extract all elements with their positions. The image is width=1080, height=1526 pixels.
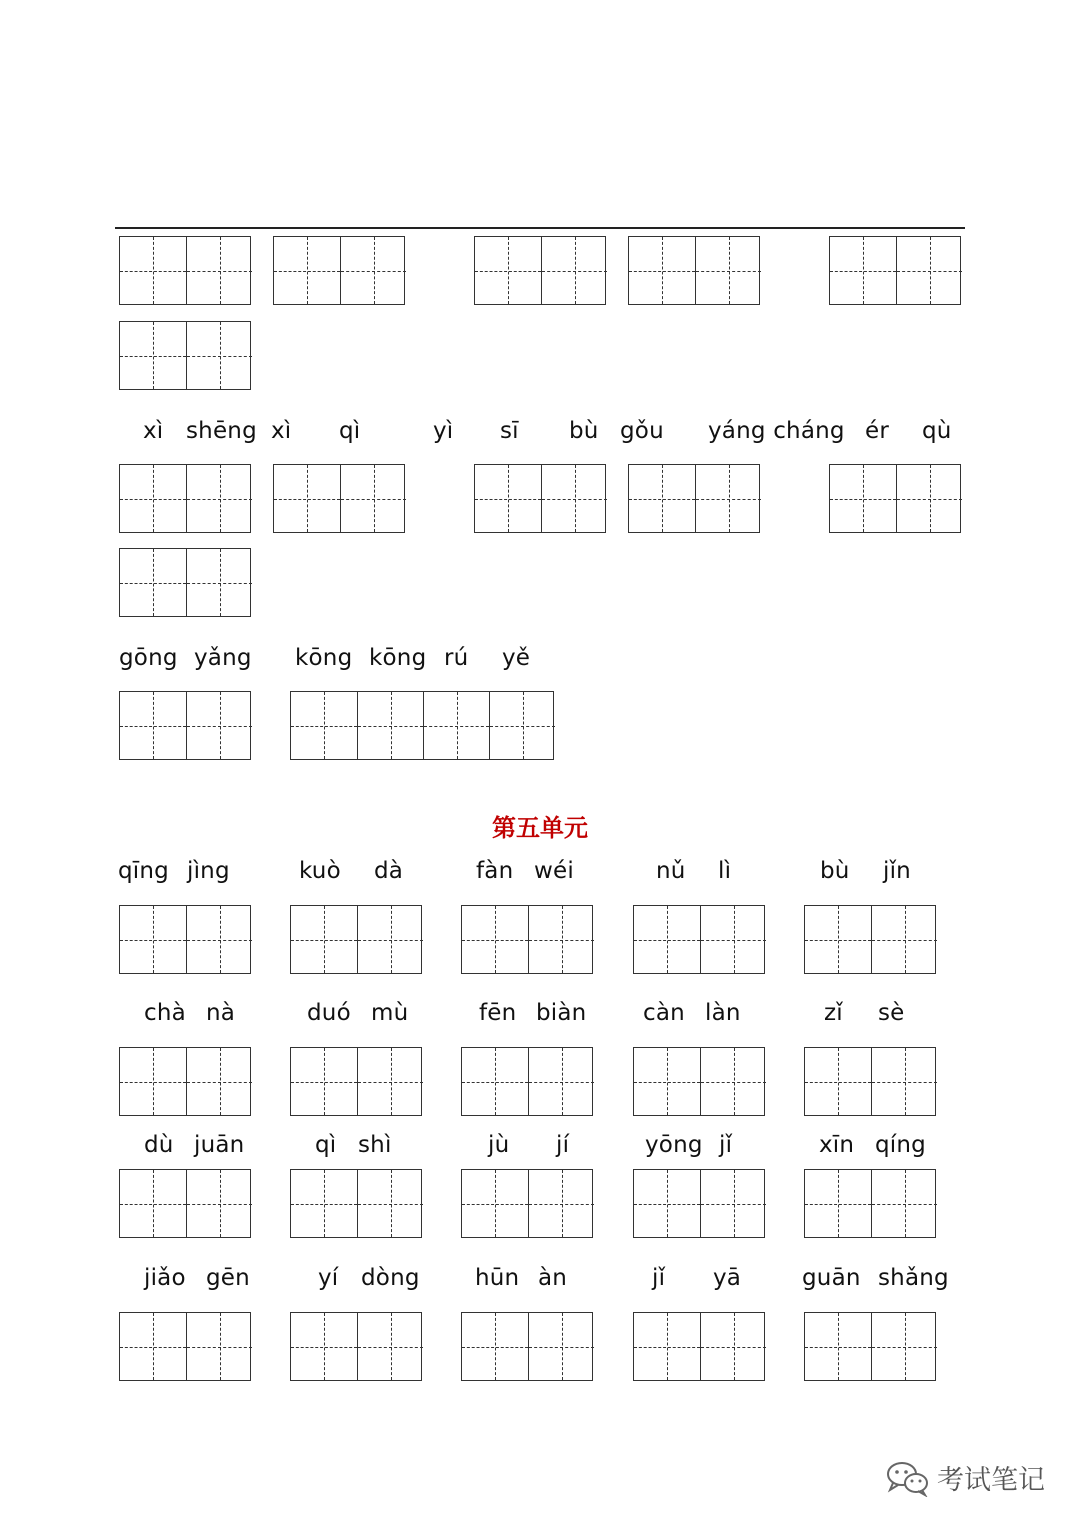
pinyin-label: jǐ	[652, 1265, 666, 1291]
writing-grid-box	[628, 236, 760, 305]
pinyin-label: shì	[358, 1132, 392, 1158]
pinyin-label: jù	[488, 1132, 510, 1158]
pinyin-label: yì	[433, 418, 454, 444]
pinyin-label: qì	[339, 418, 361, 444]
grid-cell	[541, 237, 607, 304]
grid-cell	[489, 692, 555, 759]
writing-grid-box	[290, 1047, 422, 1116]
pinyin-label: làn	[705, 1000, 741, 1026]
grid-cell	[291, 1313, 357, 1380]
writing-grid-box	[119, 691, 251, 760]
top-rule	[115, 227, 965, 229]
grid-cell	[805, 1170, 871, 1237]
watermark-text: 考试笔记	[937, 1465, 1045, 1496]
grid-cell	[629, 465, 695, 532]
pinyin-label: hūn	[475, 1265, 520, 1291]
pinyin-label: jí	[556, 1132, 570, 1158]
grid-cell	[423, 692, 489, 759]
grid-cell	[120, 322, 186, 389]
pinyin-label: qù	[922, 418, 952, 444]
writing-grid-box	[461, 1312, 593, 1381]
writing-grid-box	[461, 1047, 593, 1116]
pinyin-label: jǐ	[719, 1132, 733, 1158]
writing-grid-box	[633, 905, 765, 974]
pinyin-label: sī	[500, 418, 519, 444]
watermark	[885, 1458, 1045, 1497]
pinyin-label: fēn	[479, 1000, 517, 1026]
grid-cell	[357, 1170, 423, 1237]
grid-cell	[120, 1170, 186, 1237]
pinyin-label: jìng	[187, 858, 230, 884]
writing-grid-box	[290, 1169, 422, 1238]
wechat-icon	[885, 1459, 931, 1497]
pinyin-label: lì	[718, 858, 732, 884]
grid-cell	[186, 1170, 252, 1237]
grid-cell	[340, 237, 406, 304]
pinyin-label: càn	[643, 1000, 685, 1026]
grid-cell	[805, 906, 871, 973]
writing-grid-box	[119, 1312, 251, 1381]
pinyin-label: nǔ	[656, 858, 686, 884]
pinyin-label: biàn	[536, 1000, 587, 1026]
grid-cell	[462, 1170, 528, 1237]
grid-cell	[528, 1048, 594, 1115]
grid-cell	[274, 237, 340, 304]
pinyin-label: gēn	[206, 1265, 250, 1291]
pinyin-label: bù	[820, 858, 850, 884]
grid-cell	[120, 465, 186, 532]
pinyin-label: rú	[444, 645, 469, 671]
writing-grid-box	[474, 464, 606, 533]
writing-grid-box	[119, 236, 251, 305]
pinyin-label: yōng	[645, 1132, 703, 1158]
pinyin-label: juān	[194, 1132, 245, 1158]
pinyin-label: jiǎo	[144, 1265, 186, 1291]
writing-grid-box	[119, 1169, 251, 1238]
pinyin-label: zǐ	[824, 1000, 843, 1026]
pinyin-label: xì	[271, 418, 292, 444]
grid-cell	[186, 322, 252, 389]
pinyin-label: ér	[865, 418, 890, 444]
writing-grid-box	[633, 1312, 765, 1381]
pinyin-label: yáng cháng	[708, 418, 845, 444]
grid-cell	[695, 465, 761, 532]
grid-cell	[700, 1048, 766, 1115]
grid-cell	[805, 1313, 871, 1380]
pinyin-label: yě	[502, 645, 531, 671]
grid-cell	[634, 1048, 700, 1115]
pinyin-label: yí	[318, 1265, 339, 1291]
grid-cell	[634, 1170, 700, 1237]
writing-grid-box	[290, 1312, 422, 1381]
grid-cell	[528, 906, 594, 973]
grid-cell	[274, 465, 340, 532]
grid-cell	[528, 1313, 594, 1380]
pinyin-label: xì	[143, 418, 164, 444]
writing-grid-box	[829, 464, 961, 533]
grid-cell	[629, 237, 695, 304]
grid-cell	[871, 906, 937, 973]
pinyin-label: gǒu	[620, 418, 664, 444]
grid-cell	[186, 692, 252, 759]
grid-cell	[357, 692, 423, 759]
writing-grid-box	[461, 1169, 593, 1238]
grid-cell	[528, 1170, 594, 1237]
pinyin-label: xīn	[819, 1132, 855, 1158]
grid-cell	[120, 1048, 186, 1115]
pinyin-label: kōng	[369, 645, 427, 671]
pinyin-label: àn	[538, 1265, 568, 1291]
grid-cell	[462, 1048, 528, 1115]
grid-cell	[186, 237, 252, 304]
pinyin-label: kōng	[295, 645, 353, 671]
grid-cell	[186, 1313, 252, 1380]
pinyin-label: gōng	[119, 645, 178, 671]
grid-cell	[830, 465, 896, 532]
writing-grid-box	[628, 464, 760, 533]
grid-cell	[357, 1048, 423, 1115]
grid-cell	[186, 1048, 252, 1115]
writing-grid-box	[273, 464, 405, 533]
grid-cell	[120, 906, 186, 973]
grid-cell	[462, 906, 528, 973]
grid-cell	[896, 237, 962, 304]
writing-grid-box	[804, 1312, 936, 1381]
writing-grid-box	[461, 905, 593, 974]
grid-cell	[700, 1170, 766, 1237]
grid-cell	[186, 465, 252, 532]
pinyin-label: sè	[878, 1000, 905, 1026]
grid-cell	[830, 237, 896, 304]
grid-cell	[634, 1313, 700, 1380]
writing-grid-box	[633, 1169, 765, 1238]
writing-grid-box	[290, 691, 554, 760]
grid-cell	[896, 465, 962, 532]
pinyin-label: qì	[315, 1132, 337, 1158]
grid-cell	[871, 1313, 937, 1380]
grid-cell	[291, 906, 357, 973]
grid-cell	[357, 906, 423, 973]
grid-cell	[291, 1170, 357, 1237]
grid-cell	[186, 549, 252, 616]
pinyin-label: kuò	[299, 858, 341, 884]
writing-grid-box	[119, 905, 251, 974]
pinyin-label: qīng	[118, 858, 169, 884]
grid-cell	[871, 1170, 937, 1237]
pinyin-label: qíng	[875, 1132, 926, 1158]
pinyin-label: duó	[307, 1000, 351, 1026]
writing-grid-box	[119, 464, 251, 533]
pinyin-label: wéi	[534, 858, 574, 884]
pinyin-label: yǎng	[194, 645, 252, 671]
grid-cell	[120, 692, 186, 759]
pinyin-label: guān	[802, 1265, 861, 1291]
writing-grid-box	[119, 548, 251, 617]
writing-grid-box	[119, 1047, 251, 1116]
writing-grid-box	[633, 1047, 765, 1116]
unit-title: 第五单元	[492, 814, 588, 842]
grid-cell	[805, 1048, 871, 1115]
grid-cell	[120, 237, 186, 304]
writing-grid-box	[804, 1169, 936, 1238]
pinyin-label: chà	[144, 1000, 186, 1026]
grid-cell	[695, 237, 761, 304]
writing-grid-box	[290, 905, 422, 974]
pinyin-label: jǐn	[883, 858, 911, 884]
grid-cell	[357, 1313, 423, 1380]
grid-cell	[475, 465, 541, 532]
writing-grid-box	[829, 236, 961, 305]
pinyin-label: shǎng	[878, 1265, 949, 1291]
grid-cell	[462, 1313, 528, 1380]
grid-cell	[871, 1048, 937, 1115]
writing-grid-box	[804, 905, 936, 974]
pinyin-label: nà	[206, 1000, 236, 1026]
pinyin-label: dù	[144, 1132, 174, 1158]
pinyin-label: bù	[569, 418, 599, 444]
writing-grid-box	[804, 1047, 936, 1116]
grid-cell	[291, 1048, 357, 1115]
grid-cell	[120, 1313, 186, 1380]
grid-cell	[120, 549, 186, 616]
writing-grid-box	[119, 321, 251, 390]
grid-cell	[186, 906, 252, 973]
pinyin-label: mù	[371, 1000, 409, 1026]
pinyin-label: dòng	[361, 1265, 420, 1291]
grid-cell	[291, 692, 357, 759]
grid-cell	[700, 1313, 766, 1380]
grid-cell	[700, 906, 766, 973]
writing-grid-box	[474, 236, 606, 305]
grid-cell	[475, 237, 541, 304]
grid-cell	[340, 465, 406, 532]
pinyin-label: dà	[374, 858, 404, 884]
pinyin-label: fàn	[476, 858, 514, 884]
pinyin-label: shēng	[186, 418, 257, 444]
grid-cell	[634, 906, 700, 973]
pinyin-label: yā	[713, 1265, 742, 1291]
writing-grid-box	[273, 236, 405, 305]
grid-cell	[541, 465, 607, 532]
